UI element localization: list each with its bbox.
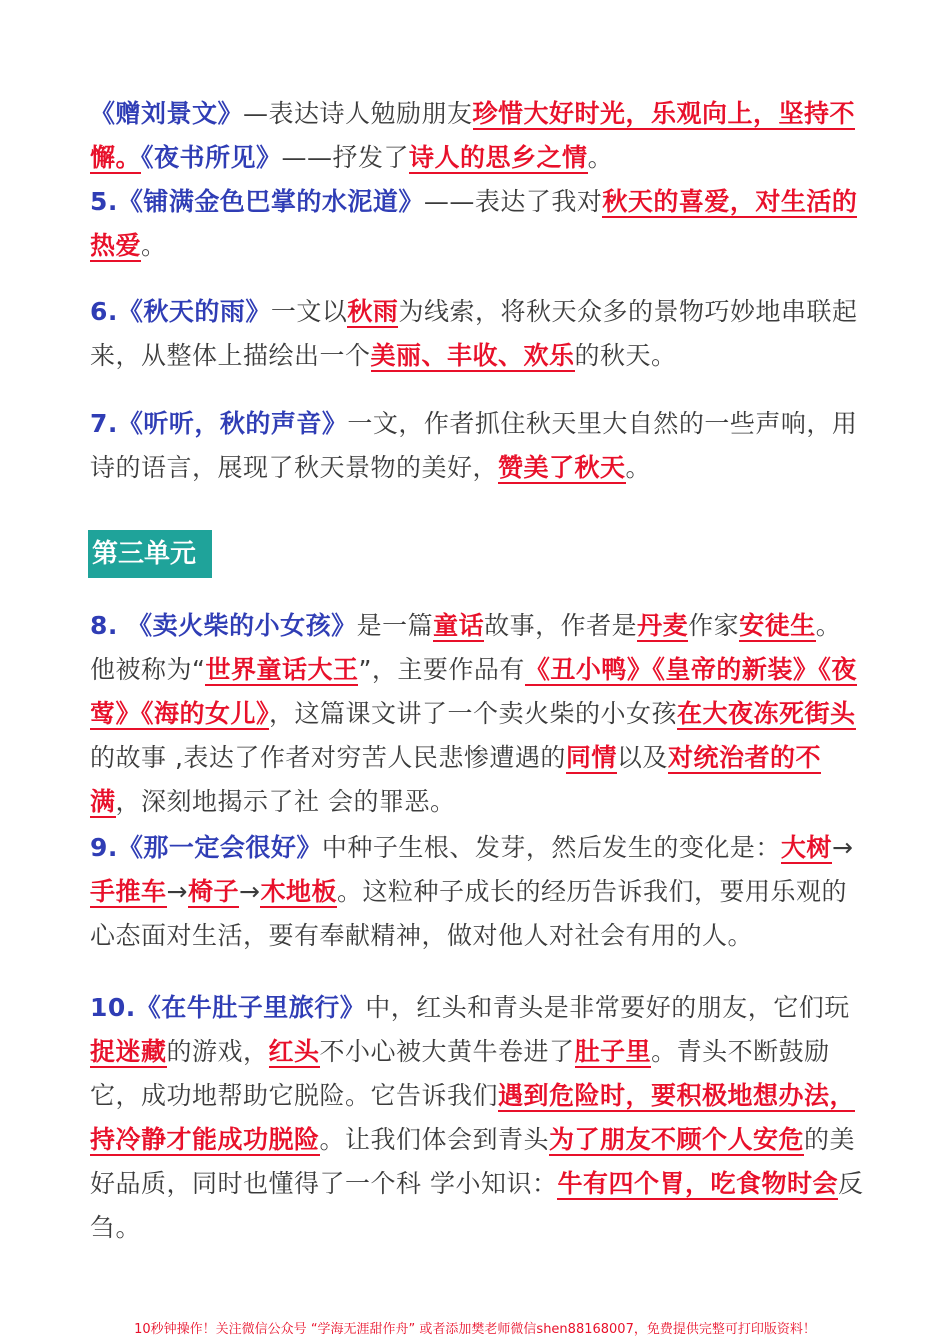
arrow: →: [166, 877, 188, 906]
text: ，深刻地揭示了社 会的罪恶。: [115, 787, 456, 816]
keypoint: 安徒生: [739, 611, 816, 640]
keypoint: 肚子里: [574, 1037, 652, 1066]
paragraph-10: [90, 986, 865, 1250]
keypoint: 在大夜冻死街头: [677, 699, 856, 728]
text: 反刍。: [90, 1169, 864, 1242]
text: 。青头不断鼓励它，成功地帮助它脱险。它告诉我们: [90, 1037, 830, 1110]
keypoint: 美丽、丰收、欢乐: [370, 341, 575, 370]
keypoint: 为了朋友不顾个人安危: [549, 1125, 805, 1154]
text: ——表达了我对: [423, 187, 603, 216]
text: 以及: [616, 743, 668, 772]
keypoint: 秋天的喜爱，对生活的热爱: [90, 187, 858, 260]
keypoint: 捉迷藏: [90, 1037, 167, 1066]
text: 一文以: [270, 297, 348, 326]
text: 。: [141, 231, 167, 260]
keypoint: 丹麦: [637, 611, 689, 640]
text: 不小心被大黄牛卷进了: [319, 1037, 575, 1066]
text: 作家: [688, 611, 740, 640]
arrow: →: [831, 833, 854, 862]
text: 的故事 ,表达了作者对穷苦人民悲惨遭遇的: [90, 743, 566, 772]
text: 中，红头和青头是非常要好的朋友，它们玩: [365, 993, 850, 1022]
text: 的美好品质，同时也懂得了一个科 学小知识：: [90, 1125, 856, 1198]
title-zeng-liu-jing-wen: 《赠刘景文》: [90, 99, 244, 128]
item-title: 5.《铺满金色巴掌的水泥道》: [90, 187, 424, 216]
keypoint: 木地板: [260, 877, 337, 906]
keypoint: 赞美了秋天: [498, 453, 626, 482]
item-title: 7.《听听，秋的声音》: [90, 409, 348, 438]
text: 。这粒种子成长的经历告诉我们，要用乐观的心态面对生活，要有奉献精神，做对他人对社会有用的人。: [90, 877, 847, 950]
text: 。让我们体会到青头: [319, 1125, 550, 1154]
item-title: 6.《秋天的雨》: [90, 297, 271, 326]
text: 的游戏，: [166, 1037, 269, 1066]
text: 中种子生根、发芽，然后发生的变化是：: [321, 833, 781, 862]
text: ，这篇课文讲了一个卖火柴的小女孩: [269, 699, 678, 728]
paragraph-5: [90, 180, 865, 268]
item-title: 9.《那一定会很好》: [90, 833, 322, 862]
keypoint: 世界童话大王: [205, 655, 359, 684]
keypoint: 秋雨: [347, 297, 399, 326]
text: 故事，作者是: [484, 611, 638, 640]
keypoint: 同情: [565, 743, 617, 772]
text: ”，主要作品有: [358, 655, 525, 684]
keypoint: 《丑小鸭》《皇帝的新装》《夜莺》《海的女儿》: [90, 655, 857, 728]
text: 。: [625, 453, 652, 482]
arrow: →: [238, 877, 261, 906]
text: 。: [587, 143, 614, 172]
paragraph-gushi: [90, 92, 865, 180]
text: 一文，作者抓住秋天里大自然的一些声响，用诗的语言，展现了秋天景物的美好，: [90, 409, 858, 482]
text: ——抒发了: [281, 143, 410, 172]
paragraph-9: [90, 826, 865, 958]
item-title: 10.《在牛肚子里旅行》: [90, 993, 366, 1022]
text: —表达诗人勉励朋友: [243, 99, 473, 128]
keypoint: 红头: [268, 1037, 320, 1066]
keypoint: 诗人的思乡之情: [409, 143, 588, 172]
keypoint: 椅子: [187, 877, 239, 906]
keypoint: 珍惜大好时光，乐观向上，坚持不懈。: [90, 99, 856, 172]
title-ye-shu-suo-jian: 《夜书所见》: [141, 143, 282, 172]
item-title: 8. 《卖火柴的小女孩》: [90, 611, 357, 640]
text: 。他被称为“: [90, 611, 842, 684]
text: 是一篇: [356, 611, 434, 640]
keypoint: 遇到危险时，要积极地想办法，持冷静才能成功脱险: [90, 1081, 856, 1154]
text: 的秋天。: [574, 341, 677, 370]
paragraph-8: [90, 604, 865, 824]
keypoint: 大树: [780, 833, 832, 862]
keypoint: 手推车: [90, 877, 167, 906]
keypoint: 牛有四个胃，吃食物时会: [557, 1169, 838, 1198]
footer-notice: 10秒钟操作！关注微信公众号 “学海无涯甜作舟” 或者添加樊老师微信shen88168007，免费提供完整可打印版资料！: [134, 1322, 816, 1337]
text: 为线索，将秋天众多的景物巧妙地串联起来，从整体上描绘出一个: [90, 297, 858, 370]
keypoint: 对统治者的不满: [90, 743, 821, 816]
keypoint: 童话: [433, 611, 485, 640]
paragraph-6: [90, 290, 865, 378]
unit-header: 第三单元: [88, 530, 212, 578]
paragraph-7: [90, 402, 865, 490]
